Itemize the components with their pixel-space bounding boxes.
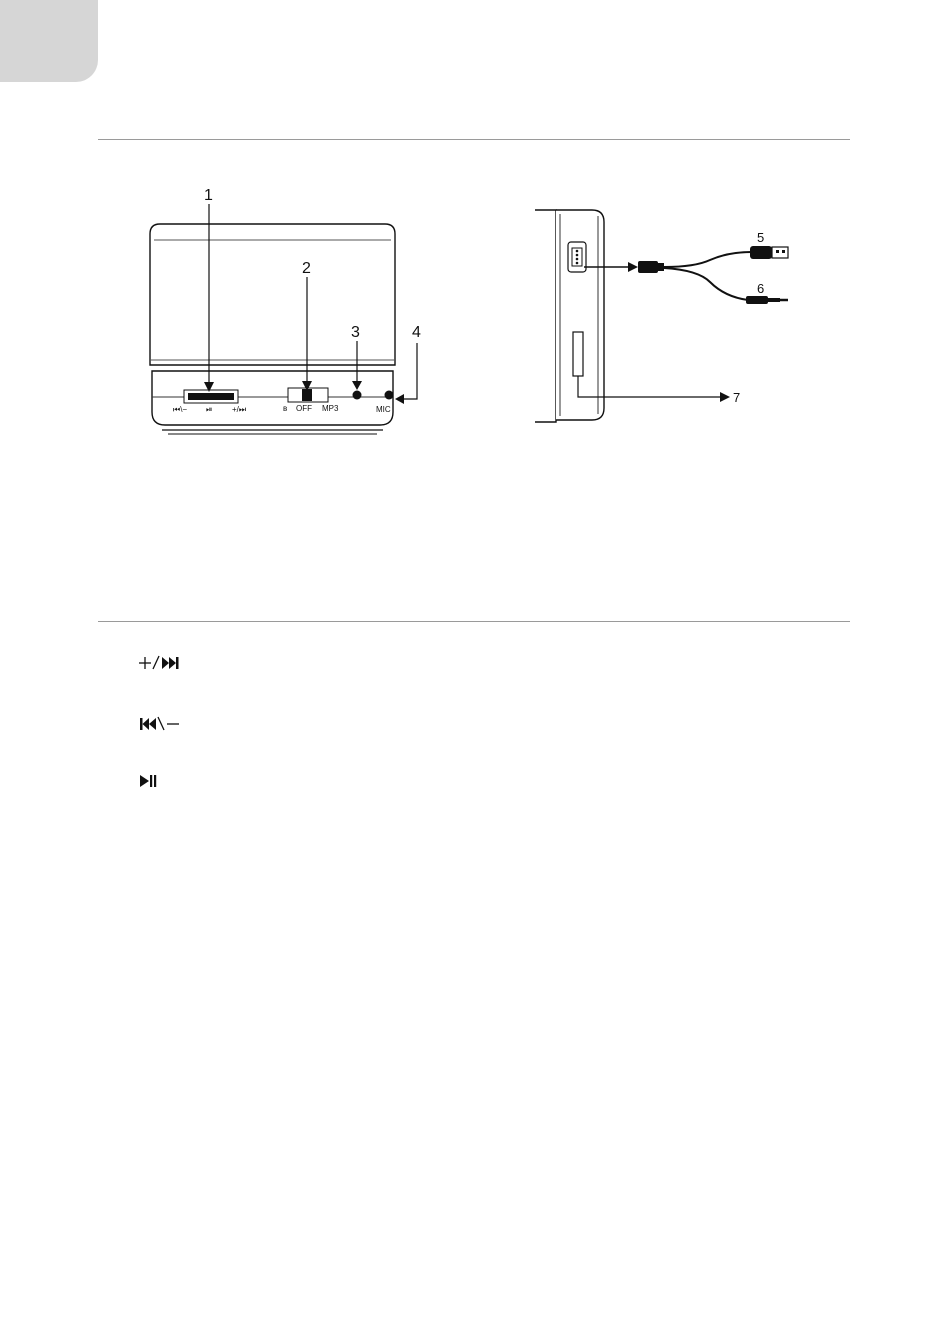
- callout-6: 6: [757, 281, 765, 296]
- led-indicator: [353, 391, 362, 400]
- callout-5: 5: [757, 230, 765, 245]
- switch-label-off: OFF: [296, 404, 312, 413]
- prev-vol-down-label: ⏮\−: [173, 405, 188, 414]
- cable-usb-branch: [664, 252, 752, 267]
- volume-up-next-icon: [138, 653, 188, 673]
- callout-2: 2: [302, 260, 311, 277]
- section-divider-middle: [98, 621, 850, 622]
- mini-usb-plug: [638, 261, 658, 273]
- callout-7: 7: [733, 390, 741, 405]
- usb-a-plug-tip: [772, 247, 788, 258]
- play-pause-icon: [138, 771, 168, 791]
- cable-audio-branch: [664, 268, 748, 300]
- callout-4-leader: [402, 343, 417, 399]
- page-corner-tab: [0, 0, 98, 82]
- section-divider-top: [98, 139, 850, 140]
- callout-3: 3: [351, 324, 360, 341]
- symbol-row-next: [138, 653, 188, 673]
- card-slot: [573, 332, 583, 376]
- usb-a-plug: [750, 246, 772, 259]
- callout-4: 4: [412, 324, 421, 341]
- cable-arrowhead: [628, 262, 638, 272]
- callout-4-arrowhead: [395, 394, 404, 404]
- callout-1: 1: [204, 187, 213, 204]
- previous-volume-down-icon: [138, 714, 188, 734]
- mic-hole: [385, 391, 394, 400]
- side-back-outline: [535, 210, 556, 422]
- switch-label-mp3: MP3: [322, 404, 339, 413]
- button-strip-fill: [188, 393, 234, 400]
- audio-jack-plug: [746, 296, 768, 304]
- callout-7-arrowhead: [720, 392, 730, 402]
- switch-label-bt: ʙ: [283, 404, 288, 413]
- speaker-side-view-diagram: [520, 200, 810, 430]
- play-label: ⏯: [206, 405, 213, 414]
- mic-label: MIC: [376, 405, 391, 414]
- next-vol-up-label: +/⏭: [232, 405, 247, 414]
- speaker-body-outline: [150, 224, 395, 365]
- symbol-row-play-pause: [138, 771, 168, 791]
- speaker-front-view-diagram: [140, 180, 440, 450]
- symbol-row-previous: [138, 714, 188, 734]
